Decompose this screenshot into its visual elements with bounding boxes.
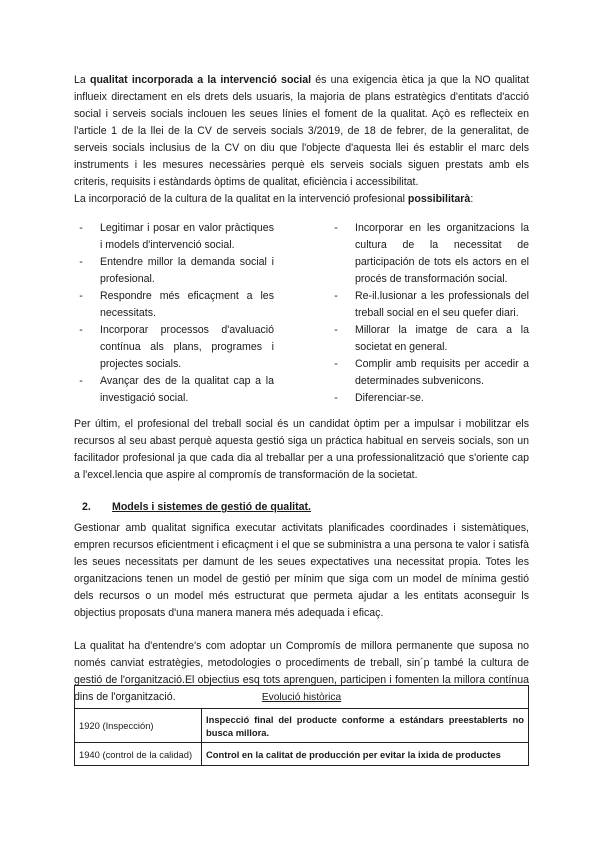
intro-bold-lead: qualitat incorporada a la intervenció social: [89, 74, 312, 86]
list-item: [329, 322, 529, 356]
list-item-text: Millorar la imatge de cara a la societat en general.: [355, 324, 529, 353]
section-2-heading: [74, 499, 529, 516]
bullet-dash: -: [334, 358, 338, 370]
table-header-row: [75, 686, 529, 709]
list-item: [74, 254, 274, 288]
section-title: Models i sistemes de gestió de qualitat.: [112, 501, 311, 513]
list-item: [74, 220, 274, 254]
benefits-list-right: [329, 220, 529, 407]
table-title: Evolució històrica: [261, 692, 342, 703]
list-item: [329, 288, 529, 322]
document-body: [74, 72, 529, 706]
bullet-dash: -: [79, 256, 83, 268]
list-item: [74, 322, 274, 373]
bullet-dash: -: [334, 290, 338, 302]
list-item: [74, 373, 274, 407]
intro-line2-text: La incorporació de la cultura de la qualitat en la intervenció profesional: [74, 193, 408, 205]
list-item: [329, 390, 529, 407]
list-item: [74, 288, 274, 322]
bullet-dash: -: [79, 222, 83, 234]
bullet-dash: -: [79, 290, 83, 302]
list-item-text: Re-il.lusionar a les professionals del treball social en el seu quefer diari.: [355, 290, 529, 319]
intro-line2-bold: possibilitarà: [407, 193, 471, 205]
list-item-text: Complir amb requisits per accedir a determinades subvenicons.: [355, 358, 529, 387]
table-row: [75, 709, 529, 743]
list-item-text: Incorporar en les organitzacions la cultura de la necessitat de participación de tots els actors en el procés de transformación social.: [355, 222, 529, 285]
intro-prefix: La: [74, 74, 90, 86]
section-2-paragraph-1: Gestionar amb qualitat significa executar activitats planificades coordinades i sistemàtiques, empren recursos eficientment i eficaçment i el que se subministra a una persona te valor i satisfà les seues necessitats per damunt de les seues expectatives una necessitat propia. Totes les organitzacions tenen un model de gestió per mínim que siga com un model de mínima gestió dels recursos o un model més estructurat que permeta ajudar a les entitats aconseguir ls objectius proposats d'una manera manera més adequada i eficaç.: [74, 522, 529, 619]
list-item: [329, 356, 529, 390]
bullet-dash: -: [79, 375, 83, 387]
spacer: [74, 407, 529, 416]
list-item-text: Legitimar i posar en valor pràctiques i models d'intervenció social.: [100, 222, 274, 251]
history-table: [74, 685, 529, 766]
intro-line2-end: :: [470, 193, 474, 205]
period-cell: 1920 (Inspección): [75, 709, 202, 743]
description-cell: Control en la calitat de producción per evitar la ixida de productes: [202, 743, 529, 766]
section-number: 2.: [82, 501, 91, 513]
spacer: [74, 622, 529, 638]
list-item: [329, 220, 529, 288]
benefits-columns: [74, 220, 529, 407]
section-2-paragraph-2: La qualitat ha d'entendre's com adoptar un Compromís de millora permanente que suposa no només canviat estratègies, metodologies o procediments de treball, sin´p també la cultura de gestió de l'organització.El objectius esq tots aprenguen, participen i fomenten la millora contínua dins de l'organització.: [74, 640, 529, 703]
table-title-cell: [75, 686, 529, 709]
list-item-text: Respondre més eficaçment a les necessitats.: [100, 290, 274, 319]
list-item-text: Entendre millor la demanda social i profesional.: [100, 256, 274, 285]
bullet-dash: -: [334, 324, 338, 336]
benefits-list-left: [74, 220, 274, 407]
table-row: [75, 743, 529, 766]
intro-rest: és una exigencia ètica ja que la NO qualitat influeix directament en els drets dels usuaris, la majoria de plans estratègics d'entitats d'acció social i serveis socials inclouen les seues línies el foment de la qualitat. Açò es reflecteix en l'article 1 de la llei de la CV de serveis socials 3/2019, de 18 de febrer, de la generalitat, de serveis socials inclusius de la CV on diu que l'objecte d'aquesta llei és establir el marc dels instruments i les mesures necessàries perquè els serveis socials siguen prestats amb els criteris, requisits i estàndards òptims de qualitat, eficiència i accessibilitat.: [74, 74, 529, 188]
period-cell: 1940 (control de la calidad): [75, 743, 202, 766]
bullet-dash: -: [79, 324, 83, 336]
list-item-text: Incorporar processos d'avaluació contínua als plans, programes i projectes socials.: [100, 324, 274, 370]
bullet-dash: -: [334, 222, 338, 234]
closing-paragraph: Per últim, el profesional del treball social és un candidat òptim per a impulsar i mobilitzar els recursos al seu abast perquè aquesta gestió siga un práctica habitual en serveis socials, son un facilitador profesional ja que cada dia al treballar per a una professionalització que s'oriente cap a l'excel.lencia que aspire al compromís de transformación de la societat.: [74, 418, 529, 481]
list-item-text: Avançar des de la qualitat cap a la investigació social.: [100, 375, 274, 404]
intro-line-2: [74, 191, 529, 208]
list-item-text: Diferenciar-se.: [355, 392, 424, 404]
bullet-dash: -: [334, 392, 338, 404]
description-cell: Inspecció final del producte conforme a estándars preestablerts no busca millora.: [202, 709, 529, 743]
intro-paragraph: [74, 72, 529, 191]
